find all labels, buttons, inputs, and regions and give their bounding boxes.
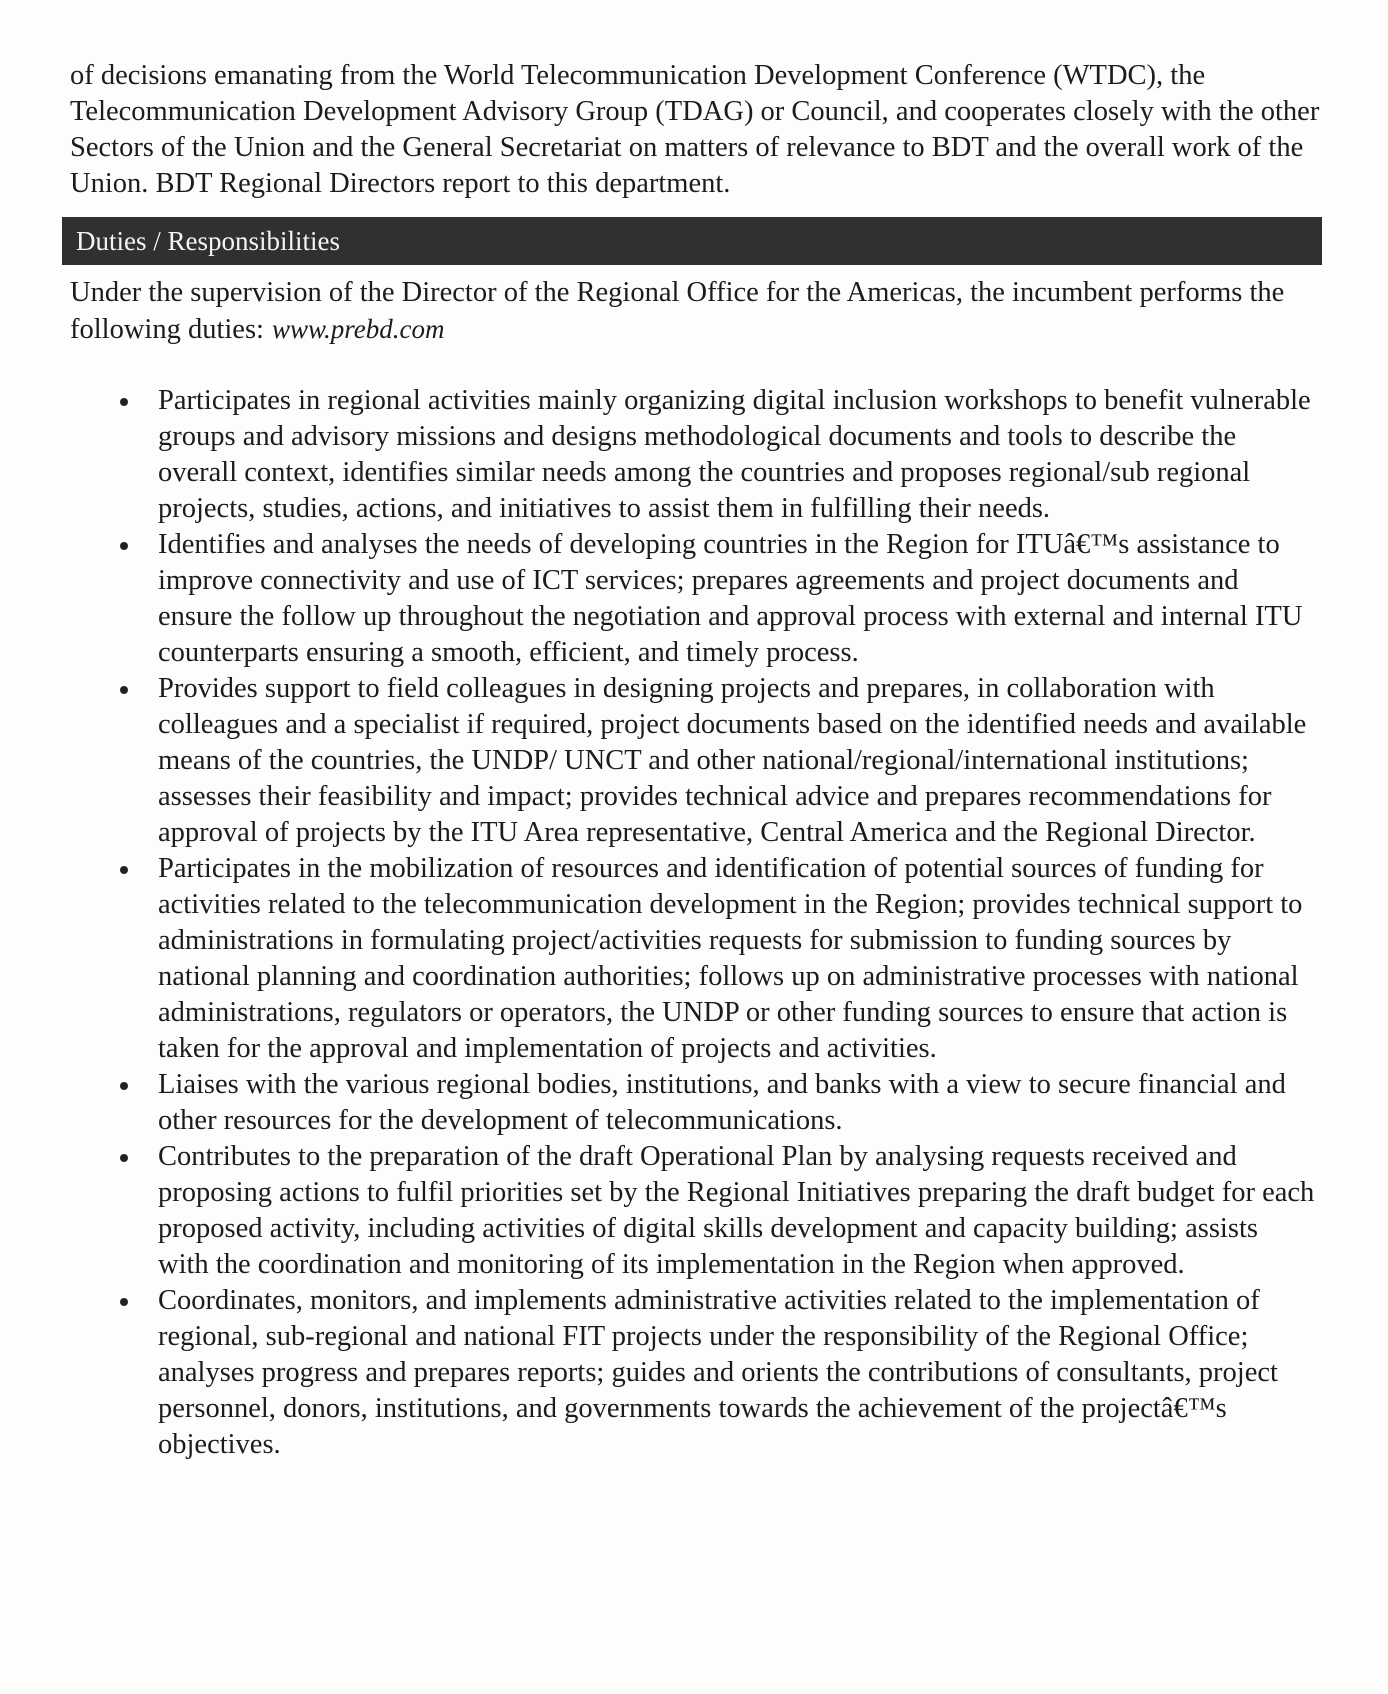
bullet-icon [120, 686, 128, 694]
duty-text: Liaises with the various regional bodies, institutions, and banks with a view to secure financial and other resources for the development of telecommunications. [158, 1069, 1286, 1136]
duty-item [100, 1067, 1315, 1139]
bullet-icon [120, 1298, 128, 1306]
duty-text: Contributes to the preparation of the draft Operational Plan by analysing requests received and proposing actions to fulfil priorities set by the Regional Initiatives preparing the draft budget for each proposed activity, including activities of digital skills development and capacity building; assists with the coordination and monitoring of its implementation in the Region when approved. [158, 1141, 1315, 1280]
duty-item [100, 671, 1315, 851]
duty-text: Provides support to field colleagues in designing projects and prepares, in collaboration with colleagues and a specialist if required, project documents based on the identified needs and available means of the countries, the UNDP/ UNCT and other national/regional/international institutions; assesses their feasibility and impact; provides technical advice and prepares recommendations for approval of projects by the ITU Area representative, Central America and the Regional Director. [158, 673, 1307, 848]
duty-text: Participates in the mobilization of resources and identification of potential sources of funding for activities related to the telecommunication development in the Region; provides technical support to administrations in formulating project/activities requests for submission to funding sources by national planning and coordination authorities; follows up on administrative processes with national administrations, regulators or operators, the UNDP or other funding sources to ensure that action is taken for the approval and implementation of projects and activities. [158, 853, 1303, 1064]
duty-text: Coordinates, monitors, and implements administrative activities related to the implementation of regional, sub-regional and national FIT projects under the responsibility of the Regional Office; analyses progress and prepares reports; guides and orients the contributions of consultants, project personnel, donors, institutions, and governments towards the achievement of the projectâ€™s objectives. [158, 1285, 1278, 1460]
duty-item [100, 527, 1315, 671]
lead-text: Under the supervision of the Director of the Regional Office for the Americas, the incumbent performs the following duties: [70, 277, 1285, 345]
bullet-icon [120, 1154, 128, 1162]
intro-paragraph: of decisions emanating from the World Telecommunication Development Conference (WTDC), the Telecommunication Development Advisory Group (TDAG) or Council, and cooperates closely with the other Sectors of the Union and the General Secretariat on matters of relevance to BDT and the overall work of the Union. BDT Regional Directors report to this department. [70, 60, 1320, 199]
bullet-icon [120, 542, 128, 550]
bullet-icon [120, 866, 128, 874]
bullet-icon [120, 1082, 128, 1090]
section-header-bar [62, 217, 1322, 265]
bullet-icon [120, 398, 128, 406]
duty-item [100, 1283, 1315, 1463]
section-title: Duties / Responsibilities [76, 226, 341, 256]
duties-list [100, 383, 1315, 1463]
duty-text: Participates in regional activities mainly organizing digital inclusion workshops to benefit vulnerable groups and advisory missions and designs methodological documents and tools to describe the overall context, identifies similar needs among the countries and proposes regional/sub regional projects, studies, actions, and initiatives to assist them in fulfilling their needs. [158, 385, 1311, 524]
duty-item [100, 383, 1315, 527]
duty-item [100, 851, 1315, 1067]
lead-paragraph [70, 275, 1330, 348]
watermark-text: www.prebd.com [271, 314, 445, 344]
duty-text: Identifies and analyses the needs of developing countries in the Region for ITUâ€™s assistance to improve connectivity and use of ICT services; prepares agreements and project documents and ensure the follow up throughout the negotiation and approval process with external and internal ITU counterparts ensuring a smooth, efficient, and timely process. [158, 529, 1303, 668]
duty-item [100, 1139, 1315, 1283]
